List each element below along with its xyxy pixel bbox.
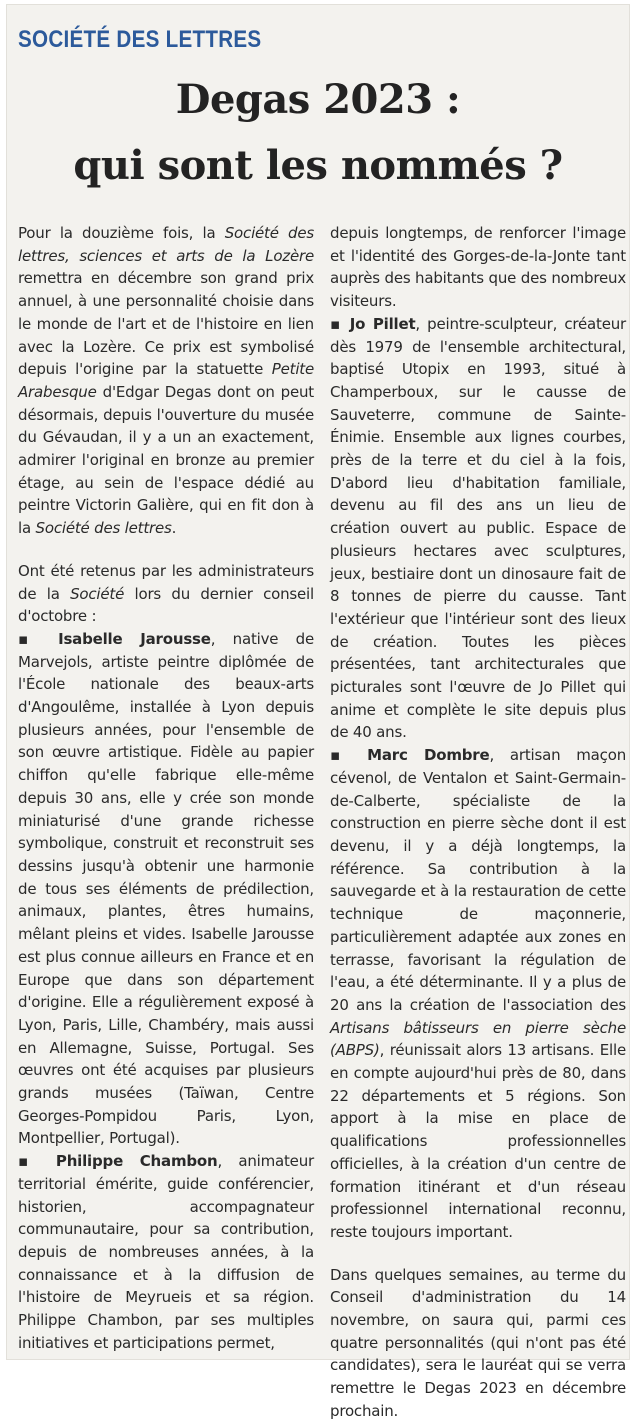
headline-line-2: qui sont les nommés ? xyxy=(73,142,563,189)
nominee-chambon-continued: depuis longtemps, de renforcer l'image et l'identité des Gorges-de-la-Jonte tant auprès des habitants que des nombreux visiteurs. xyxy=(330,224,626,311)
nominee-name: Isabelle Jarousse xyxy=(58,629,211,648)
closing-paragraph: Dans quelques semaines, au terme du Conseil d'administration du 14 novembre, on saura qui, parmi ces quatre personnalités (qui n'ont pas été candidates), sera le lauréat qui se verra remettre le Degas 2023 en décembre prochain. xyxy=(330,1265,626,1420)
intro-text: d'Edgar Degas dont on peut désormais, depuis l'ouverture du musée du Gévaudan, il y a un an exactement, admirer l'original en bronze au premier étage, au sein de l'espace dédié au peintre Victorin Galière, qui en fit don à la xyxy=(18,382,314,538)
bullet-marker: ▪ xyxy=(330,746,352,765)
statuette-title: Petite Arabesque xyxy=(18,360,314,401)
nominee-text: , animateur territorial émérite, guide conférencier, historien, accompagnateur communautaire, pour sa contribution, depuis de nombreuses années, à la connaissance et à la diffusion de l'histoire de Meyrueis et sa région. Philippe Chambon, par ses multiples initiatives et participations permet, xyxy=(18,1152,314,1352)
article-column-right xyxy=(330,222,626,1423)
intro-text: . xyxy=(171,519,177,538)
nominee-text: , peintre-sculpteur, créateur dès 1979 de l'ensemble architectural, baptisé Utopix en 1993, situé à Champerboux, sur le causse de Sauveterre, commune de Sainte-Énimie. Ensemble aux lignes courbes, près de la terre et du ciel à la fois, D'abord lieu d'habitation familiale, devenu au fil des ans un lieu de création ouvert au public. Espace de plusieurs hectares avec sculptures, jeux, bestiaire dont un dinosaure fait de 8 tonnes de pierre du causse. Tant l'extérieur que l'intérieur sont des lieux de création. Toutes les pièces présentées, tant architecturales que picturales sont l'œuvre de Jo Pillet qui anime et complète le site depuis plus de 40 ans. xyxy=(330,314,627,742)
bullet-marker: ▪ xyxy=(330,314,343,333)
headline-line-1: Degas 2023 : xyxy=(175,76,461,123)
newspaper-clipping xyxy=(6,4,630,1420)
bullet-marker: ▪ xyxy=(18,629,41,648)
nominee-name: Marc Dombre xyxy=(367,746,490,765)
association-name: Artisans bâtisseurs en pierre sèche (ABPS) xyxy=(330,1018,626,1060)
nominee-text: , artisan maçon cévenol, de Ventalon et Saint-Germain-de-Calberte, spécialiste de la construction en pierre sèche dont il est devenu, il y a déjà longtemps, la référence. Sa contribution à la sauvegarde et à la restauration de cette technique de maçonnerie, particulièrement adaptée aux zones en terrasse, favorisant la régulation de l'eau, a été déterminante. Il y a plus de 20 ans la création de l'association des xyxy=(330,746,626,1014)
society-full-name: Société des lettres, sciences et arts de la Lozère xyxy=(18,224,314,265)
society-word: Société xyxy=(70,584,125,603)
nominee-dombre xyxy=(330,744,626,1243)
nominee-text: , native de Marvejols, artiste peintre diplômée de l'École nationale des beaux-arts d'Angoulême, installée à Lyon depuis plusieurs années, pour l'ensemble de son œuvre artistique. Fidèle au papier chiffon qu'elle fabrique elle-même depuis 30 ans, elle y crée son monde miniaturisé d'une grande richesse symbolique, construit et reconstruit ses dessins jusqu'à obtenir une harmonie de tous ses éléments de prédilection, animaux, plantes, êtres humains, mêlant pleins et vides. Isabelle Jarousse est plus connue ailleurs en France et en Europe que dans son département d'origine. Elle a régulièrement exposé à Lyon, Paris, Lille, Chambéry, mais aussi en Allemagne, Suisse, Portugal. Ses œuvres ont été acquises par plusieurs grands musées (Taïwan, Centre Georges-Pompidou Paris, Lyon, Montpellier, Portugal). xyxy=(18,629,314,1148)
nominee-name: Philippe Chambon xyxy=(55,1152,218,1171)
nominee-name: Jo Pillet xyxy=(349,314,416,333)
nominee-jarousse xyxy=(18,628,314,1150)
intro-text: Pour la douzième fois, la xyxy=(18,224,225,242)
intro-paragraph xyxy=(18,222,314,540)
nominee-pillet xyxy=(330,313,626,744)
nominee-text: , réunissait alors 13 artisans. Elle en compte aujourd'hui près de 80, dans 22 départements et 5 régions. Son apport à la mise en place de qualifications professionnelles officielles, à la création d'un centre de formation itinérant et d'un réseau professionnel international reconnu, reste toujours important. xyxy=(330,1041,626,1241)
retained-text: lors du dernier conseil d'octobre : xyxy=(18,584,314,626)
retained-paragraph xyxy=(18,560,314,628)
society-short-name: Société des lettres xyxy=(35,519,172,538)
section-rubric: SOCIÉTÉ DES LETTRES xyxy=(18,26,262,53)
retained-text: Ont été retenus par les administrateurs de la xyxy=(18,561,314,603)
nominee-chambon xyxy=(18,1150,314,1354)
intro-text: remettra en décembre son grand prix annuel, à une personnalité choisie dans le monde de l'art et de l'histoire en lien avec la Lozère. Ce prix est symbolisé depuis l'origine par la statuette xyxy=(18,269,314,379)
article-column-left xyxy=(18,222,314,1354)
bullet-marker: ▪ xyxy=(18,1152,40,1171)
